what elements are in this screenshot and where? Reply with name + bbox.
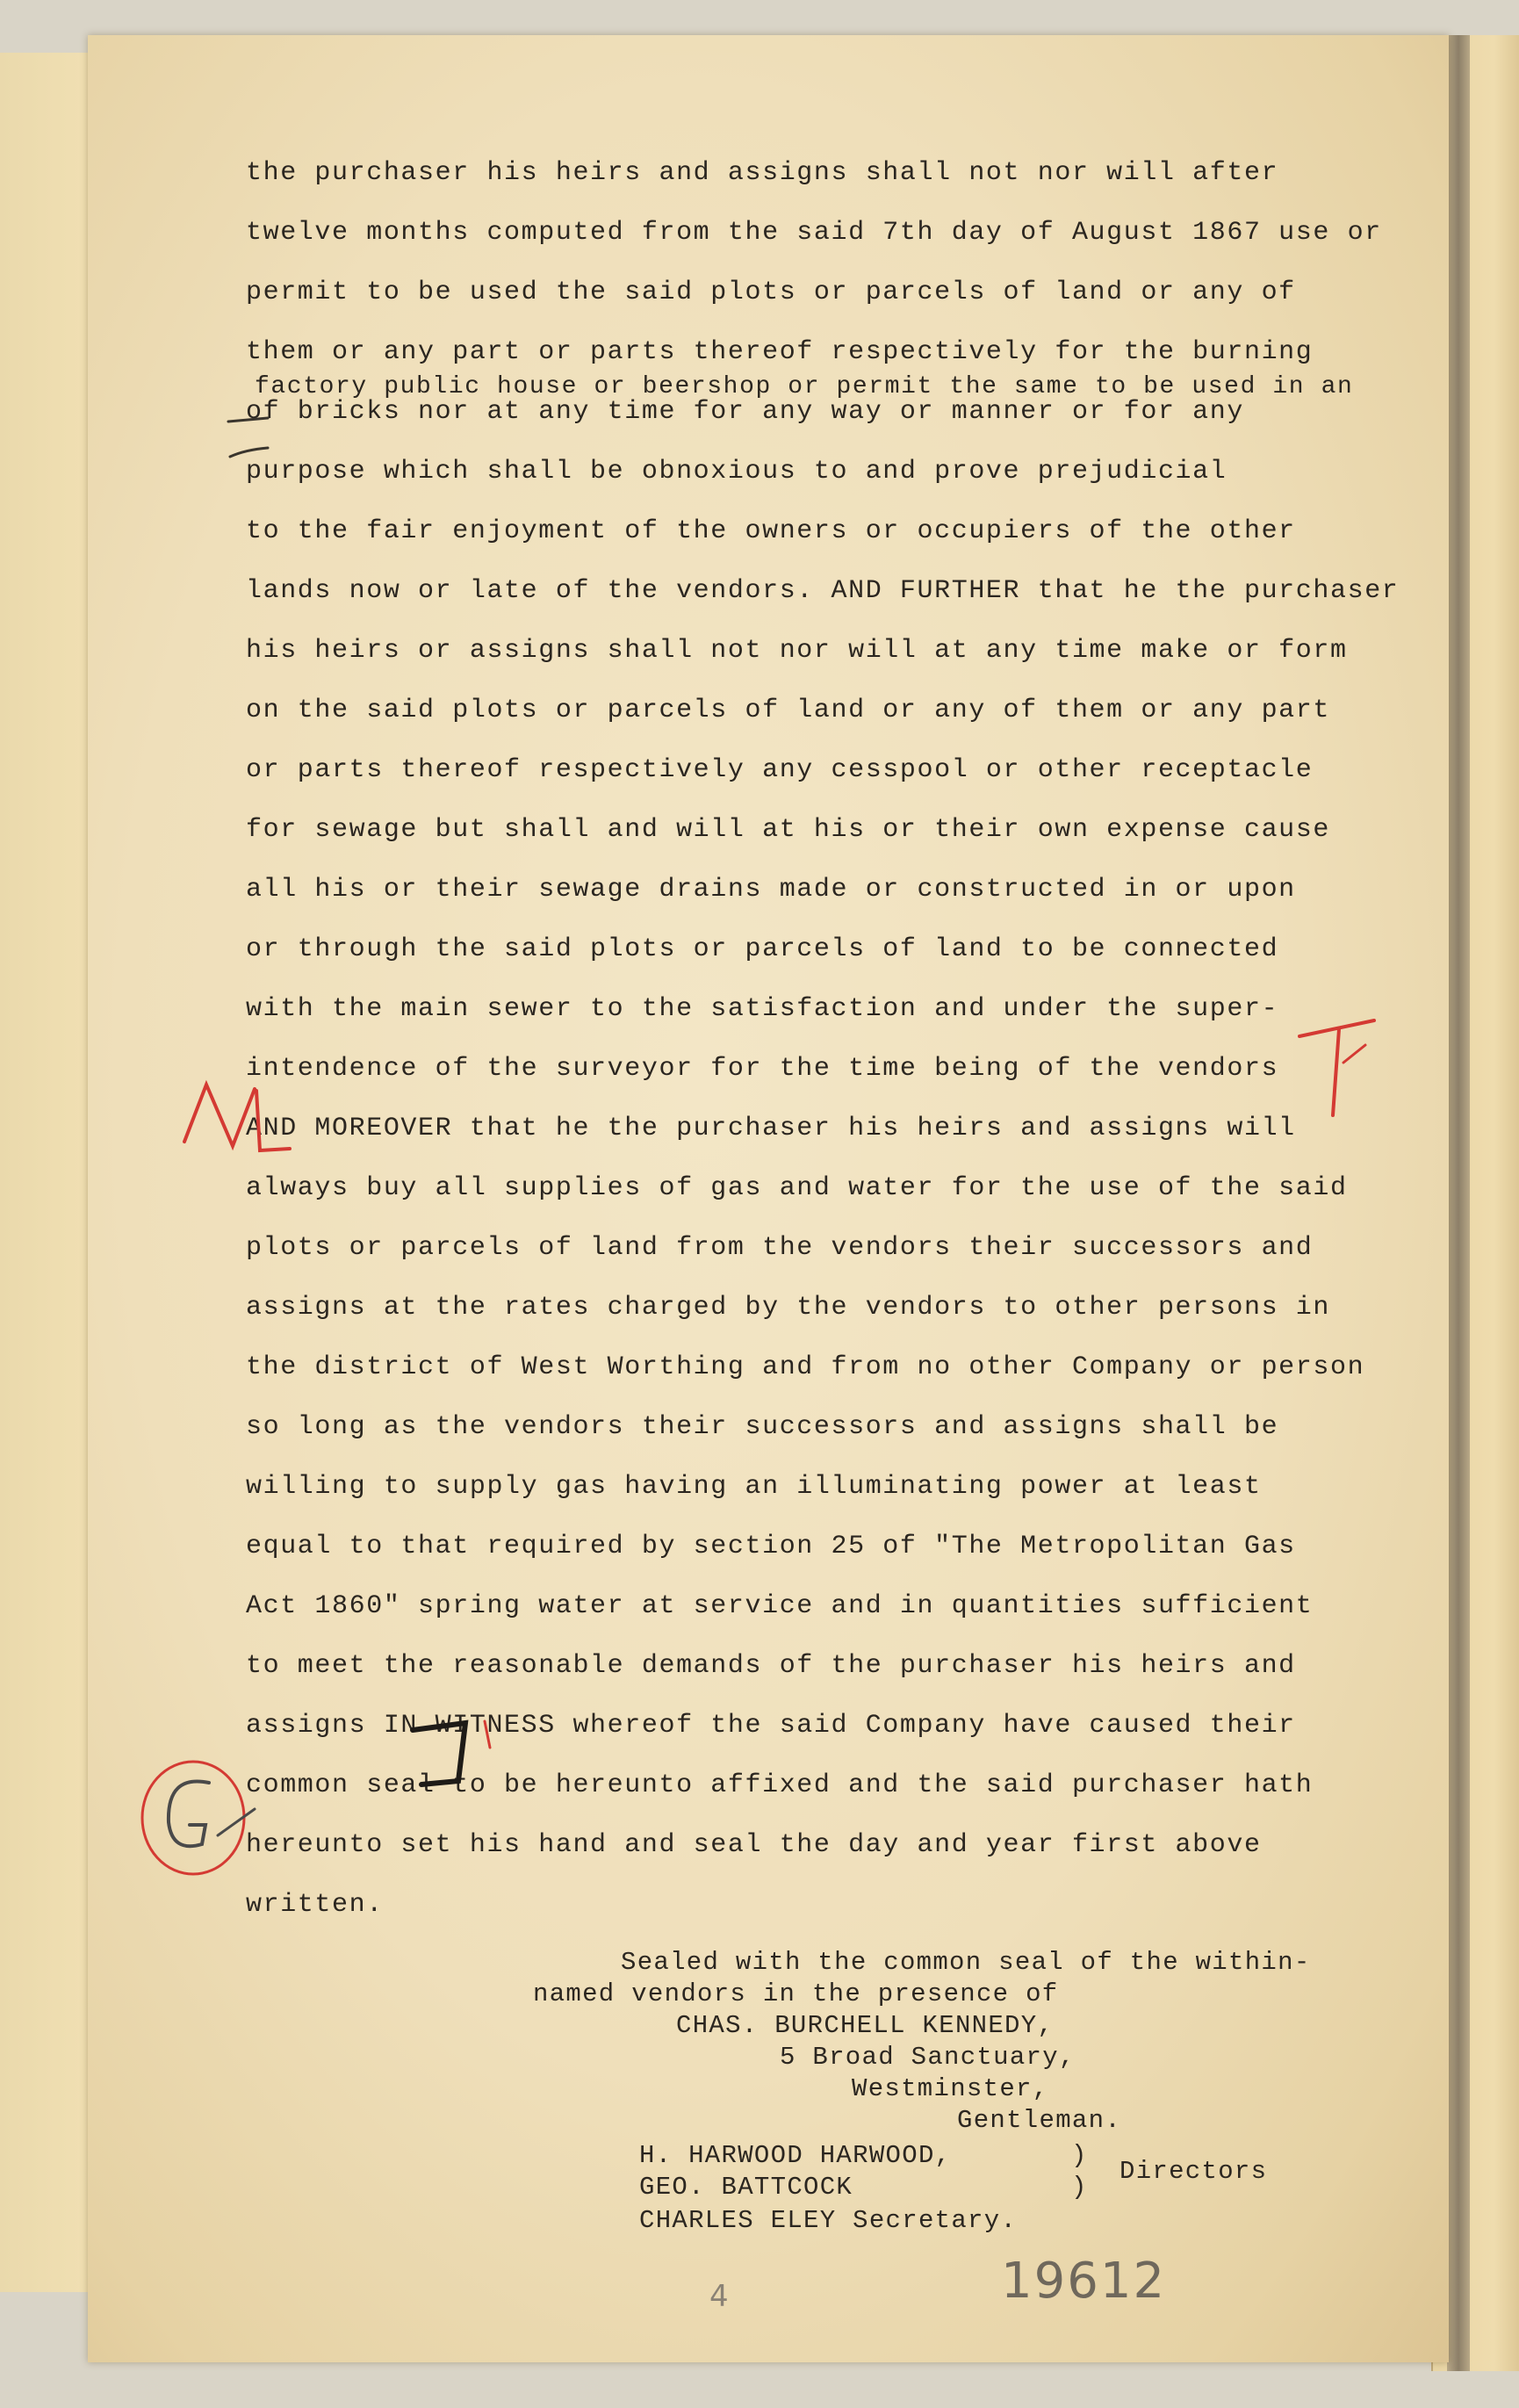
red-pencil-mark-nl bbox=[158, 1045, 316, 1186]
witness-address-2: Westminster, bbox=[852, 2074, 1049, 2103]
body-line: AND MOREOVER that he the purchaser his heirs and assigns will bbox=[246, 1114, 1296, 1143]
page-number-pencil: 4 bbox=[709, 2279, 729, 2314]
witness-occupation: Gentleman. bbox=[957, 2106, 1122, 2135]
body-line: hereunto set his hand and seal the day and year first above bbox=[246, 1830, 1262, 1860]
body-line: or through the said plots or parcels of land to be connected bbox=[246, 934, 1279, 964]
bracket-1: ) bbox=[1071, 2141, 1088, 2170]
insertion-arrows bbox=[220, 299, 290, 474]
body-line: to meet the reasonable demands of the purchaser his heirs and bbox=[246, 1651, 1296, 1681]
sealing-line-1: Sealed with the common seal of the within- bbox=[621, 1948, 1311, 1977]
sealing-line-2: named vendors in the presence of bbox=[533, 1979, 1059, 2008]
body-line: equal to that required by section 25 of "The Metropolitan Gas bbox=[246, 1532, 1296, 1561]
body-line: his heirs or assigns shall not nor will at any time make or form bbox=[246, 636, 1348, 666]
body-line: to the fair enjoyment of the owners or occupiers of the other bbox=[246, 516, 1296, 546]
body-line: the district of West Worthing and from no other Company or person bbox=[246, 1352, 1365, 1382]
document-page bbox=[88, 35, 1449, 2362]
body-line: or parts thereof respectively any cesspool or other receptacle bbox=[246, 755, 1314, 785]
body-line: written. bbox=[246, 1890, 384, 1920]
body-line: Act 1860" spring water at service and in quantities sufficient bbox=[246, 1591, 1314, 1621]
witness-address-1: 5 Broad Sanctuary, bbox=[780, 2043, 1076, 2072]
body-line: assigns at the rates charged by the vendors to other persons in bbox=[246, 1293, 1330, 1323]
folio-number-pencil: 19612 bbox=[1001, 2253, 1167, 2310]
body-line: willing to supply gas having an illuminating power at least bbox=[246, 1472, 1262, 1502]
body-line: twelve months computed from the said 7th day of August 1867 use or bbox=[246, 218, 1382, 248]
body-line: plots or parcels of land from the vendors their successors and bbox=[246, 1233, 1314, 1263]
body-line: the purchaser his heirs and assigns shall not nor will after bbox=[246, 158, 1279, 188]
director-1: H. HARWOOD HARWOOD, bbox=[639, 2141, 952, 2170]
body-line: them or any part or parts thereof respectively for the burning bbox=[246, 337, 1314, 367]
black-bracket-mark bbox=[404, 1712, 527, 1792]
body-line: common seal to be hereunto affixed and the said purchaser hath bbox=[246, 1770, 1314, 1800]
directors-label: Directors bbox=[1119, 2157, 1268, 2186]
witness-name: CHAS. BURCHELL KENNEDY, bbox=[676, 2011, 1055, 2040]
body-line: factory public house or beershop or permit the same to be used in an bbox=[255, 373, 1354, 400]
body-line: on the said plots or parcels of land or any of them or any part bbox=[246, 696, 1330, 725]
red-pencil-mark-g bbox=[114, 1748, 281, 1888]
red-pencil-mark-t bbox=[1291, 1010, 1387, 1133]
bracket-2: ) bbox=[1071, 2173, 1088, 2202]
body-line: assigns IN WITNESS whereof the said Company have caused their bbox=[246, 1711, 1296, 1741]
body-line: always buy all supplies of gas and water for the use of the said bbox=[246, 1173, 1348, 1203]
body-line: lands now or late of the vendors. AND FURTHER that he the purchaser bbox=[246, 576, 1400, 606]
director-2: GEO. BATTCOCK bbox=[639, 2173, 853, 2202]
body-line: intendence of the surveyor for the time being of the vendors bbox=[246, 1054, 1279, 1084]
body-line: for sewage but shall and will at his or their own expense cause bbox=[246, 815, 1330, 845]
body-line: so long as the vendors their successors and assigns shall be bbox=[246, 1412, 1279, 1442]
binding-strip bbox=[1447, 35, 1470, 2371]
body-line: with the main sewer to the satisfaction and under the super- bbox=[246, 994, 1279, 1024]
secretary-line: CHARLES ELEY Secretary. bbox=[639, 2206, 1018, 2235]
body-line: all his or their sewage drains made or constructed in or upon bbox=[246, 875, 1296, 905]
body-line: of bricks nor at any time for any way or manner or for any bbox=[246, 397, 1244, 427]
body-line: purpose which shall be obnoxious to and prove prejudicial bbox=[246, 457, 1227, 487]
body-line: permit to be used the said plots or parcels of land or any of bbox=[246, 278, 1296, 307]
